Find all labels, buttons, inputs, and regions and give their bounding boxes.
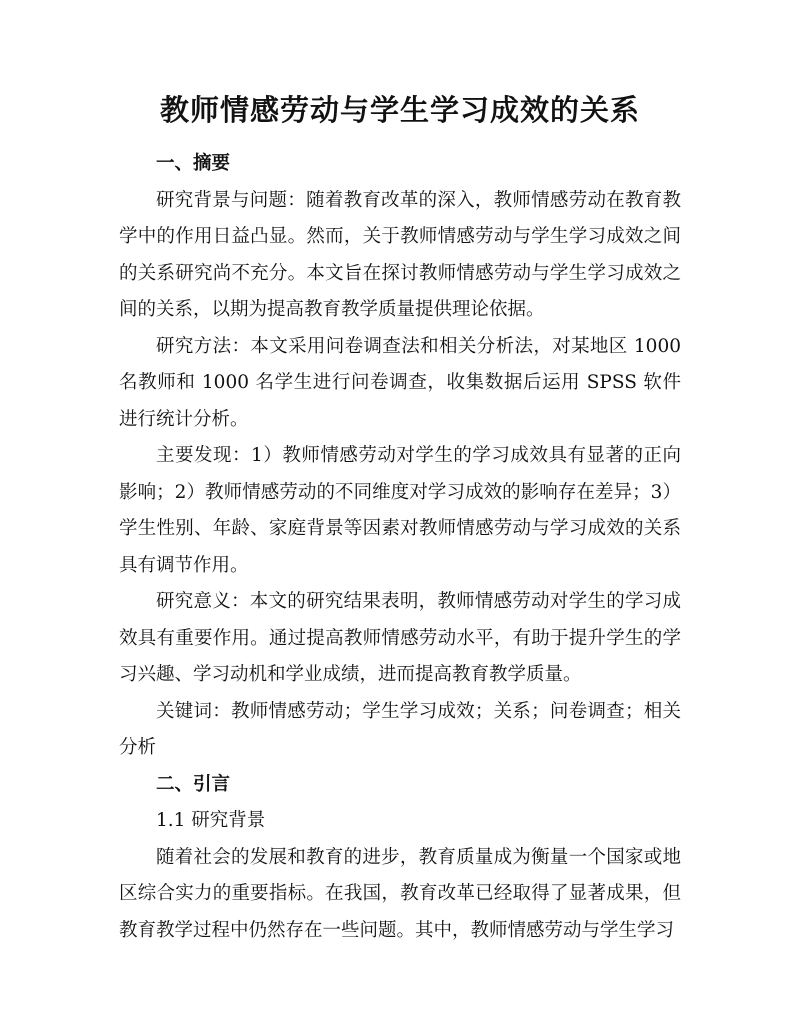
abstract-heading: 一、摘要 — [156, 153, 231, 174]
abstract-significance-paragraph: 研究意义：本文的研究结果表明，教师情感劳动对学生的学习成效具有重要作用。通过提高教师情感劳动水平，有助于提升学生的学习兴趣、学习动机和学业成绩，进而提高教育教学质量。 — [119, 591, 681, 685]
document-body — [119, 146, 681, 949]
research-background-subheading: 1.1 研究背景 — [156, 810, 266, 831]
abstract-background-paragraph: 研究背景与问题：随着教育改革的深入，教师情感劳动在教育教学中的作用日益凸显。然而，关于教师情感劳动与学生学习成效之间的关系研究尚不充分。本文旨在探讨教师情感劳动与学生学习成效之间的关系，以期为提高教育教学质量提供理论依据。 — [119, 189, 681, 320]
keywords-paragraph: 关键词：教师情感劳动；学生学习成效；关系；问卷调查；相关分析 — [119, 700, 681, 758]
abstract-methods-paragraph: 研究方法：本文采用问卷调查法和相关分析法，对某地区 1000 名教师和 1000 名学生进行问卷调查，收集数据后运用 SPSS 软件进行统计分析。 — [119, 335, 681, 430]
introduction-paragraph: 随着社会的发展和教育的进步，教育质量成为衡量一个国家或地区综合实力的重要指标。在我国，教育改革已经取得了显著成果，但教育教学过程中仍然存在一些问题。其中，教师情感劳动与学生学习 — [119, 846, 681, 941]
document-title: 教师情感劳动与学生学习成效的关系 — [159, 93, 640, 127]
introduction-heading: 二、引言 — [156, 773, 231, 795]
abstract-findings-paragraph: 主要发现：1）教师情感劳动对学生的学习成效具有显著的正向影响；2）教师情感劳动的不同维度对学习成效的影响存在差异；3）学生性别、年龄、家庭背景等因素对教师情感劳动与学习成效的关系具有调节作用。 — [119, 445, 681, 576]
